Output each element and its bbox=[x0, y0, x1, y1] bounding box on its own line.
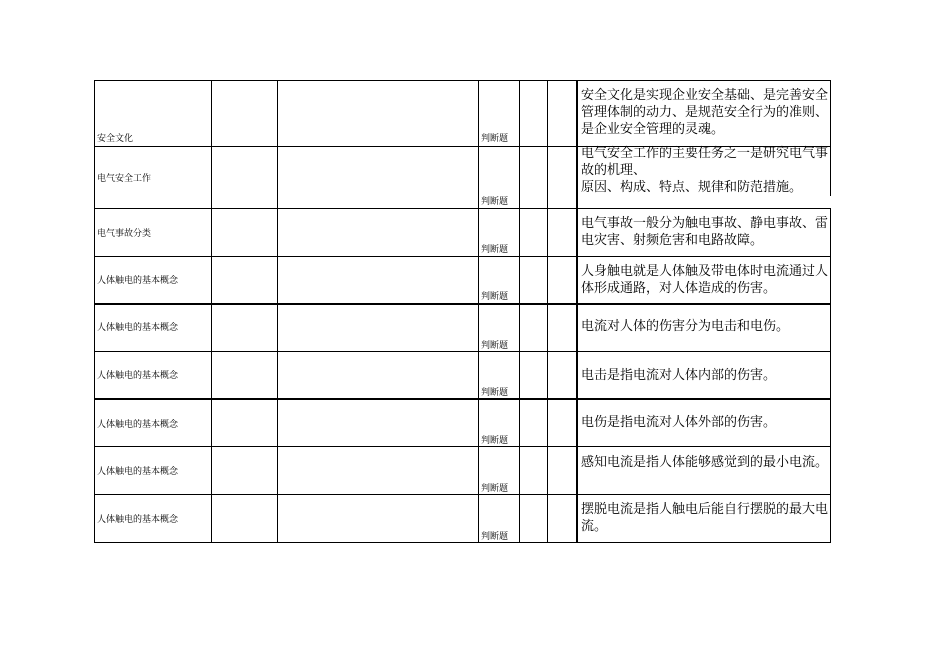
category-cell: 安全文化 bbox=[97, 134, 134, 144]
question-type-cell: 判断题 bbox=[481, 341, 509, 351]
grid-line bbox=[830, 80, 831, 196]
category-cell: 人体触电的基本概念 bbox=[97, 276, 179, 286]
grid-line bbox=[94, 398, 831, 400]
grid-line bbox=[94, 542, 831, 543]
question-type-cell: 判断题 bbox=[481, 292, 509, 302]
category-cell: 人体触电的基本概念 bbox=[97, 467, 179, 477]
grid-line bbox=[94, 80, 831, 81]
question-type-cell: 判断题 bbox=[481, 532, 509, 542]
question-content-cell: 人身触电就是人体触及带电体时电流通过人体形成通路，对人体造成的伤害。 bbox=[581, 264, 829, 296]
question-type-cell: 判断题 bbox=[481, 134, 509, 144]
question-type-cell: 判断题 bbox=[481, 388, 509, 398]
grid-line bbox=[94, 303, 831, 305]
grid-line bbox=[94, 256, 831, 257]
category-cell: 电气安全工作 bbox=[97, 174, 152, 184]
grid-line bbox=[277, 80, 278, 543]
question-content-cell: 电气事故一般分为触电事故、静电事故、雷电灾害、射频危害和电路故障。 bbox=[581, 216, 829, 248]
grid-line bbox=[94, 208, 831, 209]
question-type-cell: 判断题 bbox=[481, 436, 509, 446]
grid-line bbox=[94, 446, 831, 447]
category-cell: 电气事故分类 bbox=[97, 229, 152, 239]
category-cell: 人体触电的基本概念 bbox=[97, 515, 179, 525]
grid-line bbox=[830, 208, 831, 543]
question-content-cell: 摆脱电流是指人触电后能自行摆脱的最大电流。 bbox=[581, 502, 829, 534]
grid-line bbox=[211, 80, 212, 543]
question-type-cell: 判断题 bbox=[481, 197, 509, 207]
grid-line bbox=[547, 80, 548, 543]
grid-line bbox=[519, 80, 520, 543]
category-cell: 人体触电的基本概念 bbox=[97, 323, 179, 333]
category-cell: 人体触电的基本概念 bbox=[97, 420, 179, 430]
question-content-cell: 电流对人体的伤害分为电击和电伤。 bbox=[581, 319, 790, 334]
grid-line bbox=[94, 80, 95, 543]
grid-line bbox=[478, 80, 479, 543]
question-content-cell: 电伤是指电流对人体外部的伤害。 bbox=[581, 415, 777, 430]
question-type-cell: 判断题 bbox=[481, 245, 509, 255]
question-content-cell: 电气安全工作的主要任务之一是研究电气事故的机理、 原因、构成、特点、规律和防范措施。 bbox=[581, 146, 829, 195]
category-cell: 人体触电的基本概念 bbox=[97, 371, 179, 381]
question-content-cell: 电击是指电流对人体内部的伤害。 bbox=[581, 368, 777, 383]
grid-line bbox=[94, 494, 831, 495]
grid-line bbox=[94, 146, 576, 147]
question-content-cell: 感知电流是指人体能够感觉到的最小电流。 bbox=[581, 455, 829, 470]
grid-line bbox=[94, 351, 831, 352]
grid-line bbox=[576, 80, 578, 543]
question-content-cell: 安全文化是实现企业安全基础、是完善安全管理体制的动力、是规范安全行为的准则、是企业安全管理的灵魂。 bbox=[581, 88, 829, 137]
question-type-cell: 判断题 bbox=[481, 484, 509, 494]
